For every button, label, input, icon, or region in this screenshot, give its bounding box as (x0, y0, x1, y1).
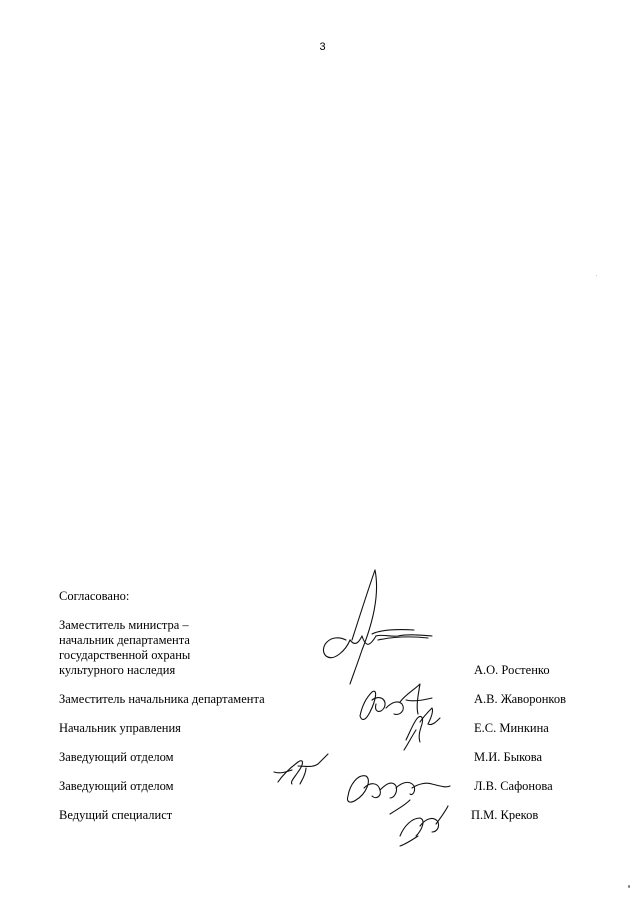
signatory-name: А.В. Жаворонков (474, 692, 567, 706)
signature-krekov (400, 806, 448, 846)
signature-minkina (404, 708, 440, 750)
signature-rostenko (323, 570, 432, 684)
signatory-position: Заведующий отделом (59, 750, 174, 764)
signatory-name: П.М. Креков (471, 808, 539, 822)
signatory-position: Заведующий отделом (59, 779, 174, 793)
signatory-position: Заместитель министра – начальник департамента государственной охраны культурного наследия (59, 618, 191, 677)
signatory-name: М.И. Быкова (474, 750, 543, 764)
approval-heading: Согласовано: (59, 589, 130, 603)
page-number: 3 (319, 41, 326, 53)
signatory-position: Начальник управления (59, 721, 181, 735)
signatory-position: Ведущий специалист (59, 808, 173, 822)
signatory-name: Е.С. Минкина (474, 721, 549, 735)
signature-bykova (274, 754, 328, 784)
signatory-name: Л.В. Сафонова (474, 779, 553, 793)
signature-zhavoronkov (360, 684, 432, 719)
scan-speck (628, 885, 630, 888)
signature-safonova (347, 776, 450, 814)
scan-speck (596, 275, 597, 276)
signatory-position: Заместитель начальника департамента (59, 692, 265, 706)
signatory-name: А.О. Ростенко (474, 663, 550, 677)
